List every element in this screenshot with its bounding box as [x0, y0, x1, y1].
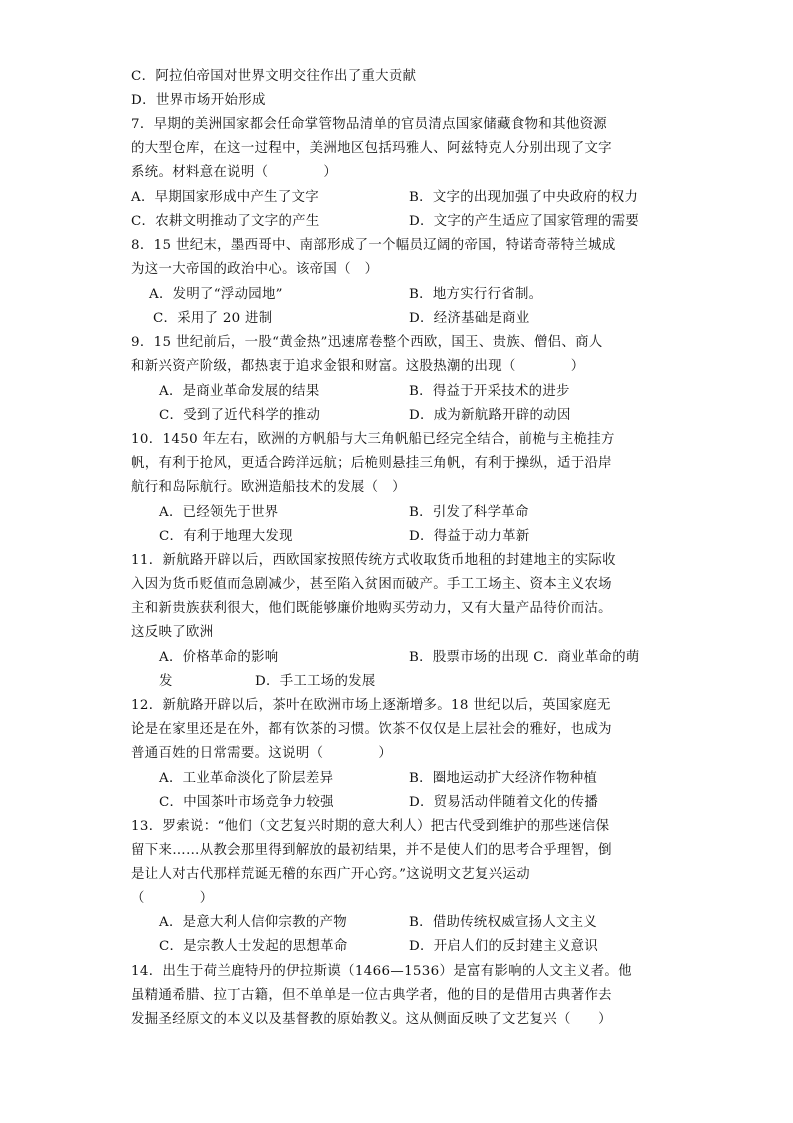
q12-stem-line-1: 12．新航路开辟以后，茶叶在欧洲市场上逐渐增多。18 世纪以后，英国家庭无 [131, 698, 611, 713]
q10-option-a: A．已经领先于世界 [159, 505, 279, 520]
q7-option-b: B．文字的出现加强了中央政府的权力 [409, 190, 639, 205]
q11-stem-line-1: 11．新航路开辟以后，西欧国家按照传统方式收取货币地租的封建地主的实际收 [131, 553, 616, 568]
q9-option-c: C．受到了近代科学的推动 [159, 408, 321, 423]
q6-option-c: C．阿拉伯帝国对世界文明交往作出了重大贡献 [131, 69, 417, 84]
q10-stem-line-3: 航行和岛际航行。欧洲造船技术的发展（ ） [131, 480, 406, 495]
q7-option-d: D．文字的产生适应了国家管理的需要 [409, 214, 640, 229]
q12-option-a: A．工业革命淡化了阶层差异 [159, 771, 334, 786]
q11-option-b-c: B．股票市场的出现 C．商业革命的萌 [409, 650, 640, 665]
q10-option-c: C．有利于地理大发现 [159, 529, 293, 544]
q7-option-c: C．农耕文明推动了文字的产生 [131, 214, 320, 229]
q13-option-b: B．借助传统权威宣扬人文主义 [409, 915, 598, 930]
q13-option-c: C．是宗教人士发起的思想革命 [159, 939, 348, 954]
q13-stem-line-4: （ ） [131, 891, 214, 906]
q9-option-d: D．成为新航路开辟的动因 [409, 408, 571, 423]
q13-stem-line-3: 是让人对古代那样荒诞无稽的东西广开心窍。”这说明文艺复兴运动 [131, 867, 530, 882]
q6-option-d: D．世界市场开始形成 [131, 93, 266, 108]
q11-stem-line-2: 入因为货币贬值而急剧减少，甚至陷入贫困而破产。手工工场主、资本主义农场 [131, 577, 612, 592]
q12-stem-line-2: 论是在家里还是在外，都有饮茶的习惯。饮茶不仅仅是上层社会的雅好，也成为 [131, 722, 612, 737]
q8-option-a: A．发明了“浮动园地” [149, 287, 283, 302]
q13-stem-line-1: 13．罗索说：“他们（文艺复兴时期的意大利人）把古代受到维护的那些迷信保 [131, 819, 610, 834]
q9-option-a: A．是商业革命发展的结果 [159, 384, 320, 399]
q11-option-a: A．价格革命的影响 [159, 650, 279, 665]
q12-option-d: D．贸易活动伴随着文化的传播 [409, 795, 599, 810]
q12-option-c: C．中国茶叶市场竞争力较强 [159, 795, 334, 810]
q10-stem-line-1: 10．1450 年左右，欧洲的方帆船与大三角帆船已经完全结合，前桅与主桅挂方 [131, 432, 615, 447]
q14-stem-line-3: 发掘圣经原文的本义以及基督教的原始教义。这从侧面反映了文艺复兴（ ） [131, 1012, 612, 1027]
q11-option-d: D．手工工场的发展 [255, 674, 376, 689]
q8-stem-line-2: 为这一大帝国的政治中心。该帝国（ ） [131, 262, 379, 277]
q7-stem-line-3: 系统。材料意在说明（ ） [131, 165, 338, 180]
q7-option-a: A．早期国家形成中产生了文字 [131, 190, 319, 205]
q11-option-c-continued: 发 [159, 674, 173, 689]
q10-stem-line-2: 帆，有利于抢风，更适合跨洋远航；后桅则悬挂三角帆，有利于操纵，适于沿岸 [131, 456, 612, 471]
q8-option-b: B．地方实行行省制。 [409, 287, 543, 302]
q9-stem-line-1: 9．15 世纪前后，一股“黄金热”迅速席卷整个西欧，国王、贵族、僧侣、商人 [131, 335, 603, 350]
q13-stem-line-2: 留下来……从教会那里得到解放的最初结果，并不是使人们的思考合乎理智，倒 [131, 843, 612, 858]
q8-option-c: C．采用了 20 进制 [153, 311, 273, 326]
q8-option-d: D．经济基础是商业 [409, 311, 530, 326]
q11-stem-line-4: 这反映了欧洲 [131, 625, 214, 640]
q12-option-b: B．圈地运动扩大经济作物种植 [409, 771, 598, 786]
q13-option-a: A．是意大利人信仰宗教的产物 [159, 915, 347, 930]
q10-option-d: D．得益于动力革新 [409, 529, 530, 544]
q13-option-d: D．开启人们的反封建主义意识 [409, 939, 599, 954]
q9-stem-line-2: 和新兴资产阶级，都热衷于追求金银和财富。这股热潮的出现（ ） [131, 359, 585, 374]
q7-stem-line-1: 7．早期的美洲国家都会任命掌管物品清单的官员清点国家储藏食物和其他资源 [131, 117, 608, 132]
q8-stem-line-1: 8．15 世纪末，墨西哥中、南部形成了一个幅员辽阔的帝国，特诺奇蒂特兰城成 [131, 238, 616, 253]
q11-stem-line-3: 主和新贵族获利很大，他们既能够廉价地购买劳动力，又有大量产品待价而沽。 [131, 601, 612, 616]
q12-stem-line-3: 普通百姓的日常需要。这说明（ ） [131, 746, 393, 761]
q7-stem-line-2: 的大型仓库，在这一过程中，美洲地区包括玛雅人、阿兹特克人分别出现了文字 [131, 141, 612, 156]
q14-stem-line-1: 14．出生于荷兰鹿特丹的伊拉斯谟（1466—1536）是富有影响的人文主义者。他 [131, 964, 632, 979]
q10-option-b: B．引发了科学革命 [409, 505, 529, 520]
q14-stem-line-2: 虽精通希腊、拉丁古籍，但不单单是一位古典学者，他的目的是借用古典著作去 [131, 988, 612, 1003]
q9-option-b: B．得益于开采技术的进步 [409, 384, 570, 399]
